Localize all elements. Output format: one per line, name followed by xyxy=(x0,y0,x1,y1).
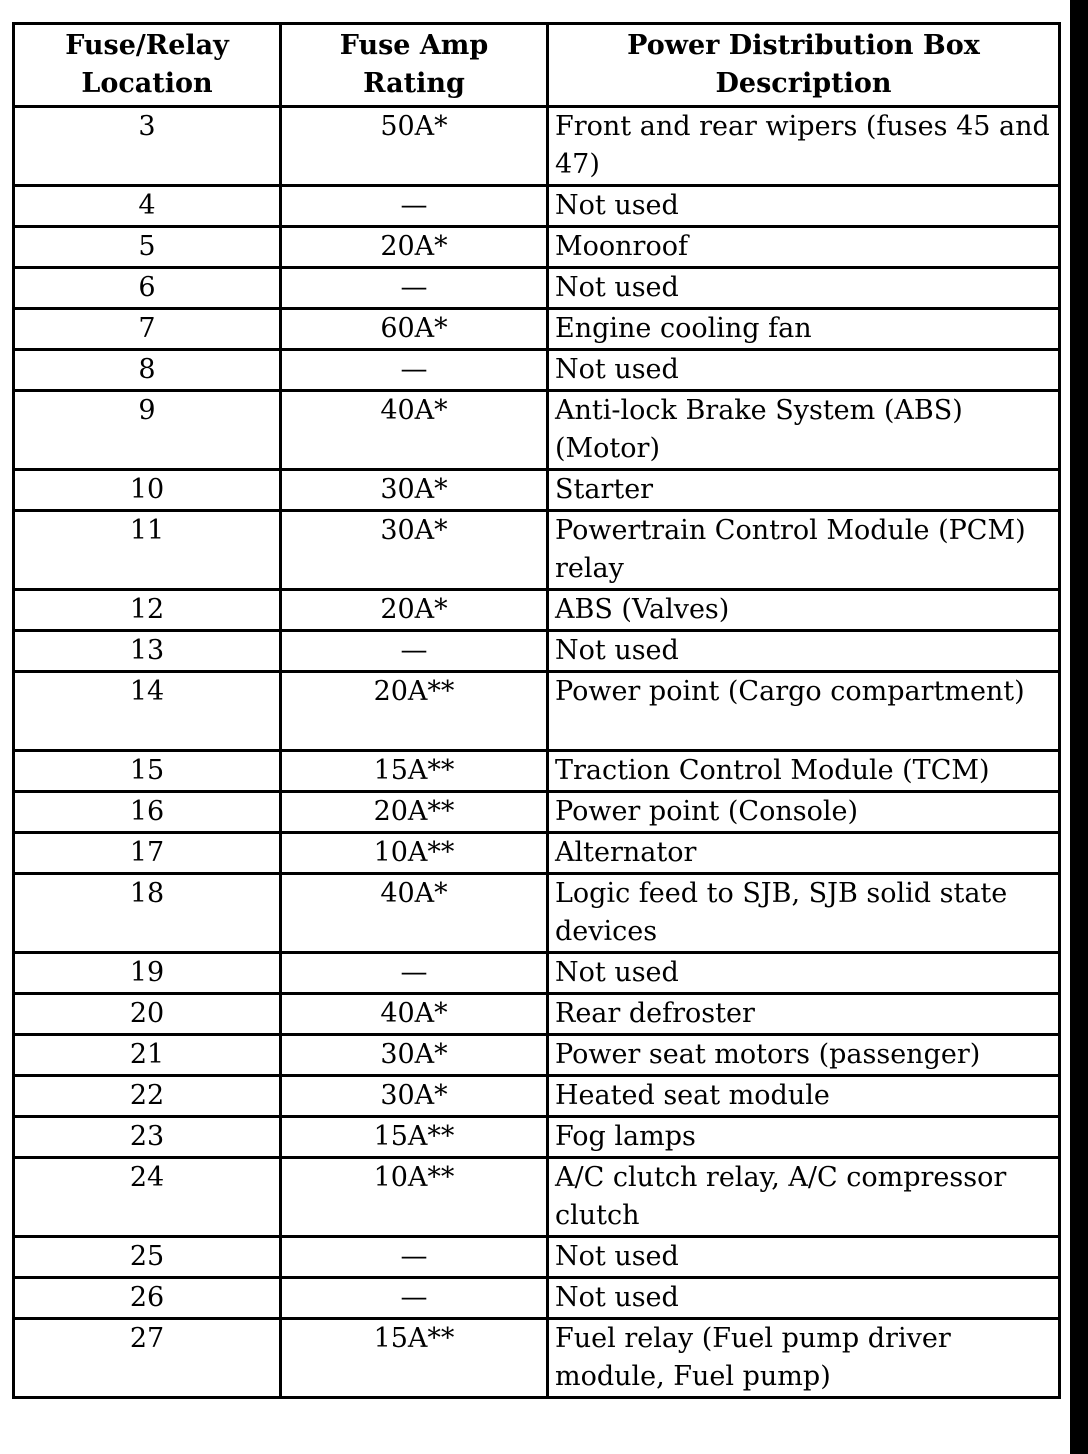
cell-amp-rating-text: 10A** xyxy=(373,837,455,868)
cell-amp-rating-text: 50A* xyxy=(380,111,448,142)
cell-amp-rating-text: 20A** xyxy=(373,796,455,827)
table-row xyxy=(14,268,1060,309)
table-row xyxy=(14,1278,1060,1319)
cell-description xyxy=(548,631,1060,672)
cell-amp-rating xyxy=(281,107,548,186)
cell-description-text: Heated seat module xyxy=(555,1080,830,1111)
cell-description xyxy=(548,792,1060,833)
cell-description-text: Rear defroster xyxy=(555,998,755,1029)
fuse-relay-table xyxy=(12,22,1061,1399)
cell-amp-rating-text: 60A* xyxy=(380,313,448,344)
cell-description xyxy=(548,309,1060,350)
header-row xyxy=(14,24,1060,107)
cell-description xyxy=(548,350,1060,391)
header-amp-rating: Fuse Amp Rating xyxy=(281,24,548,107)
cell-description-text: Power point (Cargo compartment) xyxy=(555,676,1025,707)
cell-description xyxy=(548,1278,1060,1319)
cell-location-text: 16 xyxy=(129,796,165,827)
cell-location xyxy=(14,874,281,953)
cell-amp-rating xyxy=(281,186,548,227)
cell-description-text: Logic feed to SJB, SJB solid state devices xyxy=(555,878,1008,947)
cell-description xyxy=(548,833,1060,874)
cell-description-text: Anti-lock Brake System (ABS) (Motor) xyxy=(555,395,963,464)
cell-description-text: Not used xyxy=(555,272,679,303)
cell-description-text: Powertrain Control Module (PCM) relay xyxy=(555,515,1026,584)
table-row xyxy=(14,227,1060,268)
cell-location xyxy=(14,107,281,186)
table-row xyxy=(14,631,1060,672)
cell-amp-rating-text: — xyxy=(400,957,428,988)
cell-amp-rating xyxy=(281,994,548,1035)
cell-description-text: Engine cooling fan xyxy=(555,313,812,344)
cell-location-text: 11 xyxy=(129,515,165,546)
cell-location xyxy=(14,751,281,792)
cell-location-text: 22 xyxy=(129,1080,165,1111)
cell-location-text: 5 xyxy=(138,231,156,262)
cell-amp-rating-text: 15A** xyxy=(373,1323,455,1354)
cell-amp-rating xyxy=(281,1158,548,1237)
cell-location xyxy=(14,268,281,309)
table-row xyxy=(14,309,1060,350)
cell-location xyxy=(14,1278,281,1319)
cell-description-text: Power point (Console) xyxy=(555,796,858,827)
cell-location-text: 15 xyxy=(129,755,165,786)
cell-location-text: 13 xyxy=(129,635,165,666)
cell-amp-rating xyxy=(281,590,548,631)
cell-description-text: Not used xyxy=(555,1282,679,1313)
cell-description xyxy=(548,994,1060,1035)
cell-description-text: Not used xyxy=(555,190,679,221)
cell-location xyxy=(14,672,281,751)
cell-amp-rating xyxy=(281,470,548,511)
cell-amp-rating-text: — xyxy=(400,635,428,666)
cell-description-text: Not used xyxy=(555,957,679,988)
table-header xyxy=(14,24,1060,107)
cell-amp-rating-text: 20A* xyxy=(380,231,448,262)
cell-amp-rating-text: 30A* xyxy=(380,474,448,505)
cell-location-text: 23 xyxy=(129,1121,165,1152)
cell-amp-rating-text: 30A* xyxy=(380,1080,448,1111)
cell-location xyxy=(14,792,281,833)
cell-location xyxy=(14,511,281,590)
cell-location xyxy=(14,350,281,391)
cell-amp-rating xyxy=(281,631,548,672)
cell-amp-rating-text: 10A** xyxy=(373,1162,455,1193)
table-row xyxy=(14,1117,1060,1158)
table-row xyxy=(14,1158,1060,1237)
cell-description xyxy=(548,590,1060,631)
cell-location xyxy=(14,833,281,874)
cell-location-text: 25 xyxy=(129,1241,165,1272)
table-row xyxy=(14,350,1060,391)
cell-description xyxy=(548,511,1060,590)
table-row xyxy=(14,186,1060,227)
header-location: Fuse/Relay Location xyxy=(14,24,281,107)
cell-location-text: 9 xyxy=(138,395,156,426)
cell-location xyxy=(14,1076,281,1117)
cell-description xyxy=(548,1117,1060,1158)
cell-amp-rating xyxy=(281,309,548,350)
table-row xyxy=(14,1237,1060,1278)
cell-amp-rating xyxy=(281,391,548,470)
cell-description-text: Front and rear wipers (fuses 45 and 47) xyxy=(555,111,1050,180)
table-row xyxy=(14,953,1060,994)
cell-location xyxy=(14,1237,281,1278)
cell-description-text: Traction Control Module (TCM) xyxy=(555,755,990,786)
table-row xyxy=(14,470,1060,511)
cell-amp-rating xyxy=(281,792,548,833)
cell-amp-rating-text: 15A** xyxy=(373,1121,455,1152)
cell-amp-rating-text: 30A* xyxy=(380,515,448,546)
cell-location xyxy=(14,953,281,994)
cell-description-text: A/C clutch relay, A/C compressor clutch xyxy=(555,1162,1007,1231)
cell-location-text: 7 xyxy=(138,313,156,344)
cell-amp-rating-text: 40A* xyxy=(380,395,448,426)
cell-amp-rating xyxy=(281,511,548,590)
cell-amp-rating xyxy=(281,1278,548,1319)
cell-amp-rating xyxy=(281,1035,548,1076)
cell-location-text: 3 xyxy=(138,111,156,142)
cell-location-text: 24 xyxy=(129,1162,165,1193)
cell-description xyxy=(548,1158,1060,1237)
table-row xyxy=(14,391,1060,470)
cell-description xyxy=(548,1237,1060,1278)
cell-amp-rating-text: — xyxy=(400,190,428,221)
cell-location xyxy=(14,590,281,631)
cell-description xyxy=(548,672,1060,751)
cell-description-text: Not used xyxy=(555,635,679,666)
header-description: Power Distribution Box Description xyxy=(548,24,1060,107)
cell-description xyxy=(548,751,1060,792)
table-row xyxy=(14,792,1060,833)
cell-location-text: 27 xyxy=(129,1323,165,1354)
cell-location-text: 26 xyxy=(129,1282,165,1313)
cell-amp-rating xyxy=(281,874,548,953)
cell-location-text: 18 xyxy=(129,878,165,909)
cell-description-text: Not used xyxy=(555,1241,679,1272)
table-row xyxy=(14,1076,1060,1117)
cell-location-text: 20 xyxy=(129,998,165,1029)
cell-location xyxy=(14,186,281,227)
table-row xyxy=(14,590,1060,631)
table-row xyxy=(14,107,1060,186)
cell-location-text: 12 xyxy=(129,594,165,625)
table-row xyxy=(14,672,1060,751)
cell-amp-rating-text: — xyxy=(400,354,428,385)
cell-amp-rating xyxy=(281,350,548,391)
cell-description xyxy=(548,107,1060,186)
page-edge-bar xyxy=(1070,0,1088,1454)
cell-description-text: Fuel relay (Fuel pump driver module, Fuel pump) xyxy=(555,1323,951,1392)
cell-amp-rating xyxy=(281,268,548,309)
cell-description xyxy=(548,1319,1060,1398)
cell-description xyxy=(548,874,1060,953)
cell-location-text: 8 xyxy=(138,354,156,385)
cell-amp-rating-text: 20A* xyxy=(380,594,448,625)
cell-location xyxy=(14,994,281,1035)
table-row xyxy=(14,511,1060,590)
cell-description-text: Not used xyxy=(555,354,679,385)
cell-description xyxy=(548,1035,1060,1076)
cell-description-text: Alternator xyxy=(555,837,697,868)
cell-description-text: Fog lamps xyxy=(555,1121,696,1152)
table-row xyxy=(14,751,1060,792)
cell-amp-rating-text: 15A** xyxy=(373,755,455,786)
cell-amp-rating xyxy=(281,672,548,751)
cell-amp-rating-text: 30A* xyxy=(380,1039,448,1070)
cell-description xyxy=(548,227,1060,268)
cell-location-text: 17 xyxy=(129,837,165,868)
cell-amp-rating xyxy=(281,1076,548,1117)
cell-location xyxy=(14,1035,281,1076)
cell-amp-rating xyxy=(281,953,548,994)
cell-location xyxy=(14,391,281,470)
table-row xyxy=(14,1319,1060,1398)
table-row xyxy=(14,833,1060,874)
cell-location-text: 19 xyxy=(129,957,165,988)
cell-description-text: Power seat motors (passenger) xyxy=(555,1039,981,1070)
cell-description xyxy=(548,953,1060,994)
cell-location-text: 21 xyxy=(129,1039,165,1070)
cell-description-text: Starter xyxy=(555,474,654,505)
cell-location xyxy=(14,631,281,672)
cell-description-text: ABS (Valves) xyxy=(555,594,730,625)
table-body xyxy=(14,107,1060,1398)
cell-amp-rating xyxy=(281,1117,548,1158)
cell-description xyxy=(548,268,1060,309)
cell-location-text: 14 xyxy=(129,676,165,707)
cell-location-text: 10 xyxy=(129,474,165,505)
cell-description xyxy=(548,470,1060,511)
cell-amp-rating xyxy=(281,1319,548,1398)
cell-description xyxy=(548,391,1060,470)
cell-location-text: 4 xyxy=(138,190,156,221)
cell-location xyxy=(14,1158,281,1237)
cell-location xyxy=(14,1117,281,1158)
cell-location xyxy=(14,470,281,511)
cell-location xyxy=(14,227,281,268)
cell-amp-rating xyxy=(281,227,548,268)
table-row xyxy=(14,874,1060,953)
cell-description xyxy=(548,186,1060,227)
cell-amp-rating-text: 20A** xyxy=(373,676,455,707)
cell-amp-rating-text: 40A* xyxy=(380,878,448,909)
cell-location xyxy=(14,1319,281,1398)
table-row xyxy=(14,994,1060,1035)
cell-amp-rating-text: 40A* xyxy=(380,998,448,1029)
cell-location xyxy=(14,309,281,350)
cell-amp-rating xyxy=(281,833,548,874)
cell-location-text: 6 xyxy=(138,272,156,303)
cell-amp-rating-text: — xyxy=(400,1241,428,1272)
cell-amp-rating xyxy=(281,1237,548,1278)
cell-amp-rating xyxy=(281,751,548,792)
cell-description xyxy=(548,1076,1060,1117)
cell-description-text: Moonroof xyxy=(555,231,688,262)
cell-amp-rating-text: — xyxy=(400,1282,428,1313)
table-row xyxy=(14,1035,1060,1076)
cell-amp-rating-text: — xyxy=(400,272,428,303)
